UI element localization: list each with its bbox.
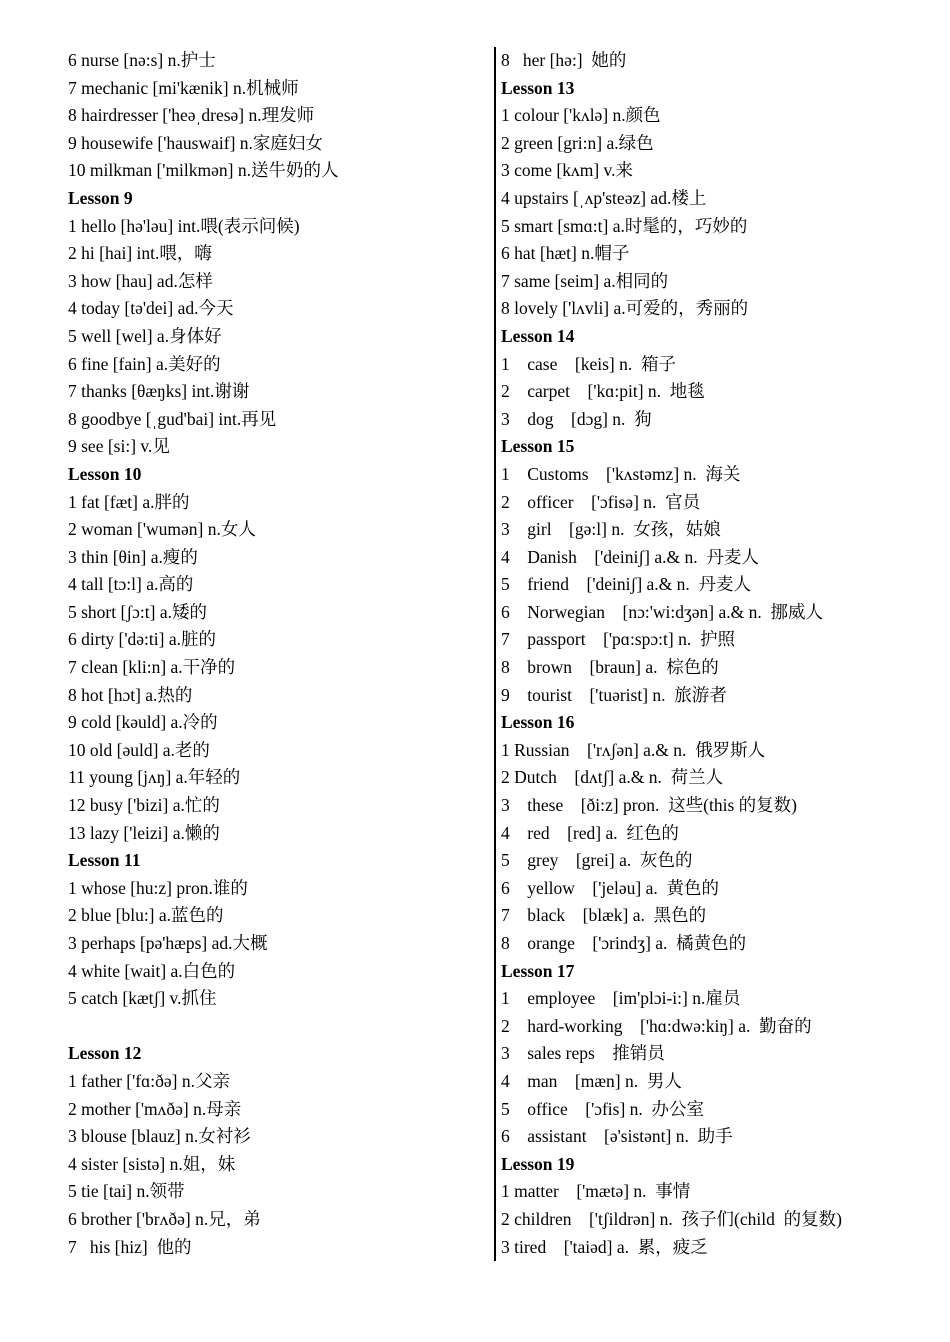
vocab-entry: 4 upstairs [ˌʌp'steəz] ad.楼上 bbox=[501, 187, 707, 208]
vocab-entry: 6 assistant [ə'sistənt] n. 助手 bbox=[501, 1126, 733, 1147]
lesson-heading: Lesson 14 bbox=[501, 325, 575, 346]
vocab-entry: 10 milkman ['milkmən] n.送牛奶的人 bbox=[68, 160, 339, 181]
vocab-entry: 12 busy ['bizi] a.忙的 bbox=[68, 795, 220, 816]
blank-line bbox=[68, 1013, 493, 1041]
vocab-entry: 4 white [wait] a.白色的 bbox=[68, 960, 236, 981]
vocab-entry: 3 girl [gə:l] n. 女孩，姑娘 bbox=[501, 519, 721, 540]
vocab-entry: 1 Customs ['kʌstəmz] n. 海关 bbox=[501, 463, 741, 484]
vocab-entry: 5 catch [kætʃ] v.抓住 bbox=[68, 988, 217, 1009]
vocab-entry: 7 black [blæk] a. 黑色的 bbox=[501, 905, 707, 926]
vocab-entry: 1 case [keis] n. 箱子 bbox=[501, 353, 676, 374]
vocab-entry: 10 old [əuld] a.老的 bbox=[68, 739, 210, 760]
vocab-entry: 8 goodbye [ˌgud'bai] int.再见 bbox=[68, 408, 277, 429]
vocab-entry: 2 Dutch [dʌtʃ] a.& n. 荷兰人 bbox=[501, 767, 724, 788]
lesson-heading: Lesson 17 bbox=[501, 960, 575, 981]
vocab-entry: 1 father ['fɑ:ðə] n.父亲 bbox=[68, 1070, 230, 1091]
vocab-entry: 6 dirty ['də:ti] a.脏的 bbox=[68, 629, 216, 650]
vocab-entry: 2 hi [hai] int.喂，嗨 bbox=[68, 243, 212, 264]
vocab-entry: 11 young [jʌŋ] a.年轻的 bbox=[68, 767, 241, 788]
lesson-heading: Lesson 12 bbox=[68, 1043, 142, 1064]
vocab-entry: 4 man [mæn] n. 男人 bbox=[501, 1070, 682, 1091]
vocab-entry: 1 Russian ['rʌʃən] a.& n. 俄罗斯人 bbox=[501, 739, 766, 760]
vocab-entry: 4 Danish ['deiniʃ] a.& n. 丹麦人 bbox=[501, 546, 759, 567]
lesson-heading: Lesson 11 bbox=[68, 850, 141, 871]
vocab-entry: 3 dog [dɔg] n. 狗 bbox=[501, 408, 652, 429]
right-column bbox=[501, 47, 941, 1261]
vocab-entry: 13 lazy ['leizi] a.懒的 bbox=[68, 822, 220, 843]
vocab-entry: 1 employee [im'plɔi-i:] n.雇员 bbox=[501, 988, 741, 1009]
vocab-entry: 5 short [ʃɔ:t] a.矮的 bbox=[68, 601, 207, 622]
lesson-heading: Lesson 13 bbox=[501, 77, 575, 98]
vocab-entry: 8 brown [braun] a. 棕色的 bbox=[501, 657, 719, 678]
vocab-entry: 7 his [hiz] 他的 bbox=[68, 1236, 192, 1257]
vocab-entry: 4 red [red] a. 红色的 bbox=[501, 822, 679, 843]
vocab-entry: 6 brother ['brʌðə] n.兄，弟 bbox=[68, 1208, 261, 1229]
vocab-entry: 3 perhaps [pə'hæps] ad.大概 bbox=[68, 933, 268, 953]
column-divider bbox=[494, 47, 496, 1261]
vocab-entry: 7 passport ['pɑ:spɔ:t] n. 护照 bbox=[501, 629, 735, 650]
vocab-entry: 9 housewife ['hauswaif] n.家庭妇女 bbox=[68, 132, 323, 153]
vocab-entry: 8 lovely ['lʌvli] a.可爱的，秀丽的 bbox=[501, 298, 749, 319]
vocab-entry: 2 woman ['wumən] n.女人 bbox=[68, 519, 256, 540]
vocab-entry: 8 orange ['ɔrindʒ] a. 橘黄色的 bbox=[501, 933, 747, 953]
vocab-entry: 7 clean [kli:n] a.干净的 bbox=[68, 657, 236, 678]
vocab-entry: 7 thanks [θæŋks] int.谢谢 bbox=[68, 381, 250, 402]
vocab-entry: 7 same [seim] a.相同的 bbox=[501, 270, 669, 291]
vocab-entry: 3 tired ['taiəd] a. 累，疲乏 bbox=[501, 1236, 708, 1257]
vocab-entry: 6 nurse [nə:s] n.护士 bbox=[68, 50, 216, 70]
lesson-heading: Lesson 19 bbox=[501, 1153, 575, 1174]
vocab-entry: 6 yellow ['jeləu] a. 黄色的 bbox=[501, 877, 719, 898]
vocab-entry: 6 Norwegian [nɔ:'wi:dʒən] a.& n. 挪威人 bbox=[501, 601, 823, 622]
lesson-heading: Lesson 15 bbox=[501, 436, 575, 457]
vocab-entry: 3 how [hau] ad.怎样 bbox=[68, 270, 213, 291]
vocab-entry: 2 hard-working ['hɑ:dwə:kiŋ] a. 勤奋的 bbox=[501, 1015, 812, 1036]
vocab-entry: 1 fat [fæt] a.胖的 bbox=[68, 491, 190, 512]
vocab-entry: 2 green [gri:n] a.绿色 bbox=[501, 132, 654, 153]
vocab-entry: 2 mother ['mʌðə] n.母亲 bbox=[68, 1098, 242, 1119]
vocab-entry: 6 hat [hæt] n.帽子 bbox=[501, 243, 630, 264]
vocab-entry: 1 whose [hu:z] pron.谁的 bbox=[68, 877, 248, 898]
vocab-entry: 9 tourist ['tuərist] n. 旅游者 bbox=[501, 684, 727, 705]
lesson-heading: Lesson 10 bbox=[68, 463, 142, 484]
vocab-entry: 2 blue [blu:] a.蓝色的 bbox=[68, 905, 224, 926]
vocab-entry: 3 thin [θin] a.瘦的 bbox=[68, 546, 198, 567]
vocab-entry: 9 see [si:] v.见 bbox=[68, 436, 170, 457]
vocab-entry: 5 office ['ɔfis] n. 办公室 bbox=[501, 1098, 705, 1119]
vocab-entry: 7 mechanic [mi'kænik] n.机械师 bbox=[68, 77, 299, 98]
vocab-entry: 3 these [ði:z] pron. 这些(this 的复数) bbox=[501, 795, 797, 816]
vocab-entry: 4 sister [sistə] n.姐，妹 bbox=[68, 1153, 236, 1174]
vocab-entry: 5 friend ['deiniʃ] a.& n. 丹麦人 bbox=[501, 574, 752, 595]
vocab-entry: 5 grey [grei] a. 灰色的 bbox=[501, 850, 693, 871]
vocab-entry: 1 matter ['mætə] n. 事情 bbox=[501, 1181, 691, 1202]
vocab-entry: 5 smart [smɑ:t] a.时髦的，巧妙的 bbox=[501, 215, 748, 236]
vocab-entry: 3 sales reps 推销员 bbox=[501, 1043, 665, 1064]
vocab-entry: 5 tie [tai] n.领带 bbox=[68, 1181, 185, 1202]
vocab-entry: 8 hot [hɔt] a.热的 bbox=[68, 684, 193, 705]
vocab-entry: 4 tall [tɔ:l] a.高的 bbox=[68, 574, 194, 595]
vocab-entry: 1 hello [hə'ləu] int.喂(表示问候) bbox=[68, 215, 300, 236]
lesson-heading: Lesson 16 bbox=[501, 712, 575, 733]
vocab-entry: 5 well [wel] a.身体好 bbox=[68, 325, 222, 346]
vocab-entry: 8 her [hə:] 她的 bbox=[501, 50, 627, 70]
vocab-entry: 2 carpet ['kɑ:pit] n. 地毯 bbox=[501, 381, 705, 402]
vocab-entry: 3 blouse [blauz] n.女衬衫 bbox=[68, 1126, 251, 1147]
vocab-entry: 4 today [tə'dei] ad.今天 bbox=[68, 298, 234, 319]
vocab-entry: 1 colour ['kʌlə] n.颜色 bbox=[501, 105, 661, 126]
vocab-entry: 2 officer ['ɔfisə] n. 官员 bbox=[501, 491, 701, 512]
vocab-entry: 9 cold [kəuld] a.冷的 bbox=[68, 712, 218, 733]
vocab-entry: 8 hairdresser ['heəˌdresə] n.理发师 bbox=[68, 105, 315, 126]
vocab-entry: 6 fine [fain] a.美好的 bbox=[68, 353, 221, 374]
lesson-heading: Lesson 9 bbox=[68, 187, 133, 208]
vocab-entry: 3 come [kʌm] v.来 bbox=[501, 160, 634, 181]
vocab-entry: 2 children ['tʃildrən] n. 孩子们(child 的复数) bbox=[501, 1208, 842, 1229]
left-column bbox=[68, 47, 493, 1261]
